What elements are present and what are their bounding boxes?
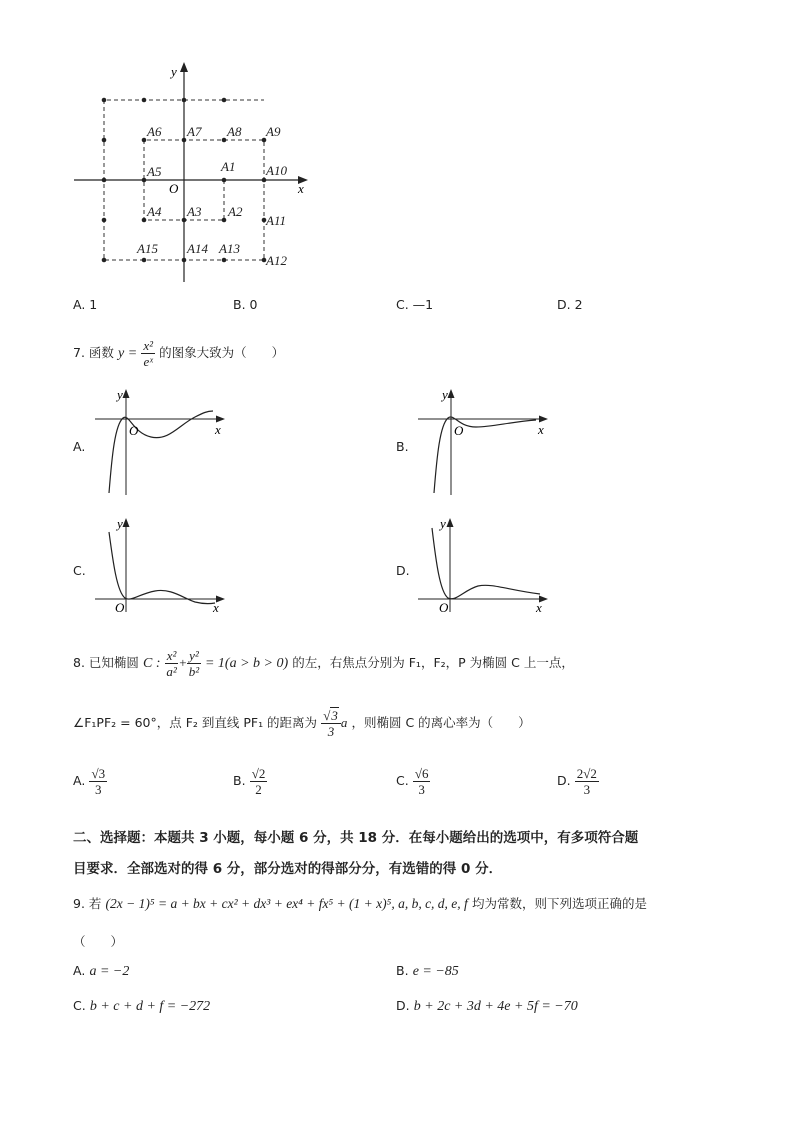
arrow-icon	[448, 389, 455, 398]
point-label-a4-text: A4	[147, 204, 162, 219]
q7-graph-b[interactable]	[418, 385, 558, 500]
q8-distance-den: 3	[327, 724, 335, 739]
point-label-a5-text: A5	[147, 164, 162, 179]
q7-stem	[73, 338, 284, 369]
q7-denominator: eˣ	[143, 354, 153, 369]
q9-option-d-letter: D.	[396, 998, 410, 1013]
arrow-icon	[123, 389, 130, 398]
point-label-a1-text: A1	[221, 159, 236, 174]
section2-heading-line1: 二、选择题：本题共 3 小题，每小题 6 分，共 18 分．在每小题给出的选项中，有多项符合题	[73, 830, 639, 846]
q8-frac-x	[165, 648, 179, 679]
point-label-a8	[227, 124, 241, 140]
q9-option-a[interactable]	[73, 963, 129, 980]
section2-heading-line2: 目要求．全部选对的得 6 分，部分选对的得部分分，有选错的得 0 分．	[73, 861, 503, 877]
q6-option-d[interactable]: D. 2	[557, 297, 583, 312]
q8-option-c-letter: C.	[396, 773, 409, 788]
q7-graph-d[interactable]	[418, 512, 558, 617]
y-axis-arrow-icon	[180, 62, 188, 72]
q6-option-b[interactable]: B. 0	[233, 297, 258, 312]
point-label-a15	[137, 241, 158, 257]
q8-option-b-num: √2	[251, 766, 266, 781]
q8-option-a[interactable]	[73, 766, 107, 797]
point-label-a1	[221, 159, 235, 175]
q9-option-b[interactable]	[396, 963, 459, 980]
point-label-a3	[187, 204, 201, 220]
q9-answer-paren: （ ）	[73, 934, 124, 949]
q7-option-d-letter[interactable]: D.	[396, 563, 410, 578]
graph-x-label: x	[538, 422, 544, 437]
point-label-a10	[266, 163, 287, 179]
point-label-a12-text: A12	[266, 253, 287, 268]
q7-function-lhs: y =	[118, 346, 138, 361]
q7-fraction	[141, 338, 155, 369]
q7-numerator: x²	[143, 338, 154, 353]
point-label-a2	[228, 204, 242, 220]
graph-origin-label: O	[454, 423, 464, 438]
graph-x-label: x	[215, 422, 221, 437]
q9-option-c[interactable]	[73, 998, 210, 1015]
q8-frac-x-num: x²	[166, 648, 177, 663]
q9-equation: (2x − 1)⁵ = a + bx + cx² + dx³ + ex⁴ + fx⁵ + (1 + x)⁵, a, b, c, d, e, f	[105, 896, 468, 911]
q9-option-b-letter: B.	[396, 963, 409, 978]
point-label-a14	[187, 241, 208, 257]
q7-option-c-letter[interactable]: C.	[73, 563, 86, 578]
q8-option-d[interactable]	[557, 766, 599, 797]
q8-distance-a: a	[340, 715, 348, 730]
point-label-a14-text: A14	[187, 241, 208, 256]
point-label-a15-text: A15	[137, 241, 158, 256]
q8-line2-prefix: ∠F₁PF₂ = 60°，点 F₂ 到直线 PF₁ 的距离为	[73, 715, 318, 730]
graph-origin-label: O	[115, 600, 125, 615]
q8-option-c-den: 3	[418, 782, 425, 797]
q8-option-c[interactable]	[396, 766, 430, 797]
q9-prefix: 9. 若	[73, 896, 102, 911]
q9-option-a-text: a = −2	[89, 964, 130, 979]
q8-distance-frac	[321, 708, 341, 739]
point-label-a4	[147, 204, 161, 220]
origin-label: O	[169, 181, 179, 196]
point-label-a13	[219, 241, 240, 257]
q8-option-b-den: 2	[255, 782, 262, 797]
point-label-a9	[266, 124, 280, 140]
q7-graph-c[interactable]	[95, 512, 235, 617]
q8-frac-y	[187, 648, 201, 679]
q8-line2	[73, 708, 531, 739]
graph-origin-label: O	[129, 423, 139, 438]
q8-frac-x-den: a²	[166, 664, 177, 679]
point-label-a6	[147, 124, 161, 140]
q7-suffix: 的图象大致为（ ）	[159, 345, 285, 360]
q8-line1-suffix: 的左，右焦点分别为 F₁，F₂，P 为椭圆 C 上一点，	[292, 655, 574, 670]
q8-option-d-letter: D.	[557, 773, 571, 788]
arrow-icon	[123, 518, 130, 527]
q9-option-d[interactable]	[396, 998, 578, 1015]
q8-option-d-num: 2√2	[576, 766, 597, 781]
graph-y-label: y	[117, 387, 123, 402]
point-label-a11	[266, 213, 286, 229]
q7-graph-a[interactable]	[95, 385, 235, 500]
point-label-a6-text: A6	[147, 124, 162, 139]
q8-line1	[73, 648, 574, 679]
q8-option-a-frac	[89, 766, 107, 797]
point-label-a12	[266, 253, 287, 269]
q8-option-d-frac	[575, 766, 599, 797]
point-label-a8-text: A8	[227, 124, 242, 139]
q8-line2-suffix: ，则椭圆 C 的离心率为（ ）	[351, 715, 531, 730]
q7-option-b-letter[interactable]: B.	[396, 439, 409, 454]
point-label-a7	[187, 124, 201, 140]
point-label-a7-text: A7	[187, 124, 202, 139]
q8-option-d-den: 3	[583, 782, 591, 797]
point-label-a11-text: A11	[266, 213, 286, 228]
point-label-a3-text: A3	[187, 204, 202, 219]
point-label-a9-text: A9	[266, 124, 281, 139]
q7-option-a-letter[interactable]: A.	[73, 439, 86, 454]
q6-lattice-figure	[0, 0, 794, 300]
point-label-a2-text: A2	[228, 204, 243, 219]
q8-option-b[interactable]	[233, 766, 267, 797]
graph-x-label: x	[213, 600, 219, 615]
q8-ellipse-cond: = 1(a > b > 0)	[204, 656, 289, 671]
q8-option-a-den: 3	[95, 782, 102, 797]
q9-line1-suffix: 均为常数，则下列选项正确的是	[471, 896, 647, 911]
graph-origin-label: O	[439, 600, 449, 615]
graph-y-label: y	[117, 516, 123, 531]
q7-prefix: 7. 函数	[73, 345, 114, 360]
graph-y-label: y	[442, 387, 448, 402]
q9-option-d-text: b + 2c + 3d + 4e + 5f = −70	[413, 999, 578, 1014]
point-label-a13-text: A13	[219, 241, 240, 256]
q8-option-a-num: √3	[91, 766, 106, 781]
q9-option-c-letter: C.	[73, 998, 86, 1013]
x-axis-label: x	[298, 181, 304, 196]
q8-option-a-letter: A.	[73, 773, 86, 788]
q8-prefix: 8. 已知椭圆	[73, 655, 139, 670]
graph-x-label: x	[536, 600, 542, 615]
q8-frac-y-num: y²	[189, 648, 199, 663]
q8-option-c-num: √6	[414, 766, 429, 781]
q8-frac-y-den: b²	[188, 664, 200, 679]
q8-distance-num: √3	[321, 708, 341, 724]
q6-option-a[interactable]: A. 1	[73, 297, 98, 312]
q9-option-b-text: e = −85	[412, 964, 459, 979]
point-label-a10-text: A10	[266, 163, 287, 178]
q9-option-a-letter: A.	[73, 963, 86, 978]
q8-option-b-letter: B.	[233, 773, 246, 788]
q9-line1	[73, 894, 647, 915]
q8-plus: +	[178, 655, 188, 670]
q6-option-c[interactable]: C. —1	[396, 297, 434, 312]
y-axis-label: y	[171, 64, 177, 79]
q8-ellipse-name: C :	[143, 656, 161, 671]
arrow-icon	[447, 518, 454, 527]
q8-option-b-frac	[250, 766, 268, 797]
q8-option-c-frac	[413, 766, 431, 797]
q9-option-c-text: b + c + d + f = −272	[89, 999, 211, 1014]
graph-y-label: y	[440, 516, 446, 531]
point-label-a5	[147, 164, 161, 180]
